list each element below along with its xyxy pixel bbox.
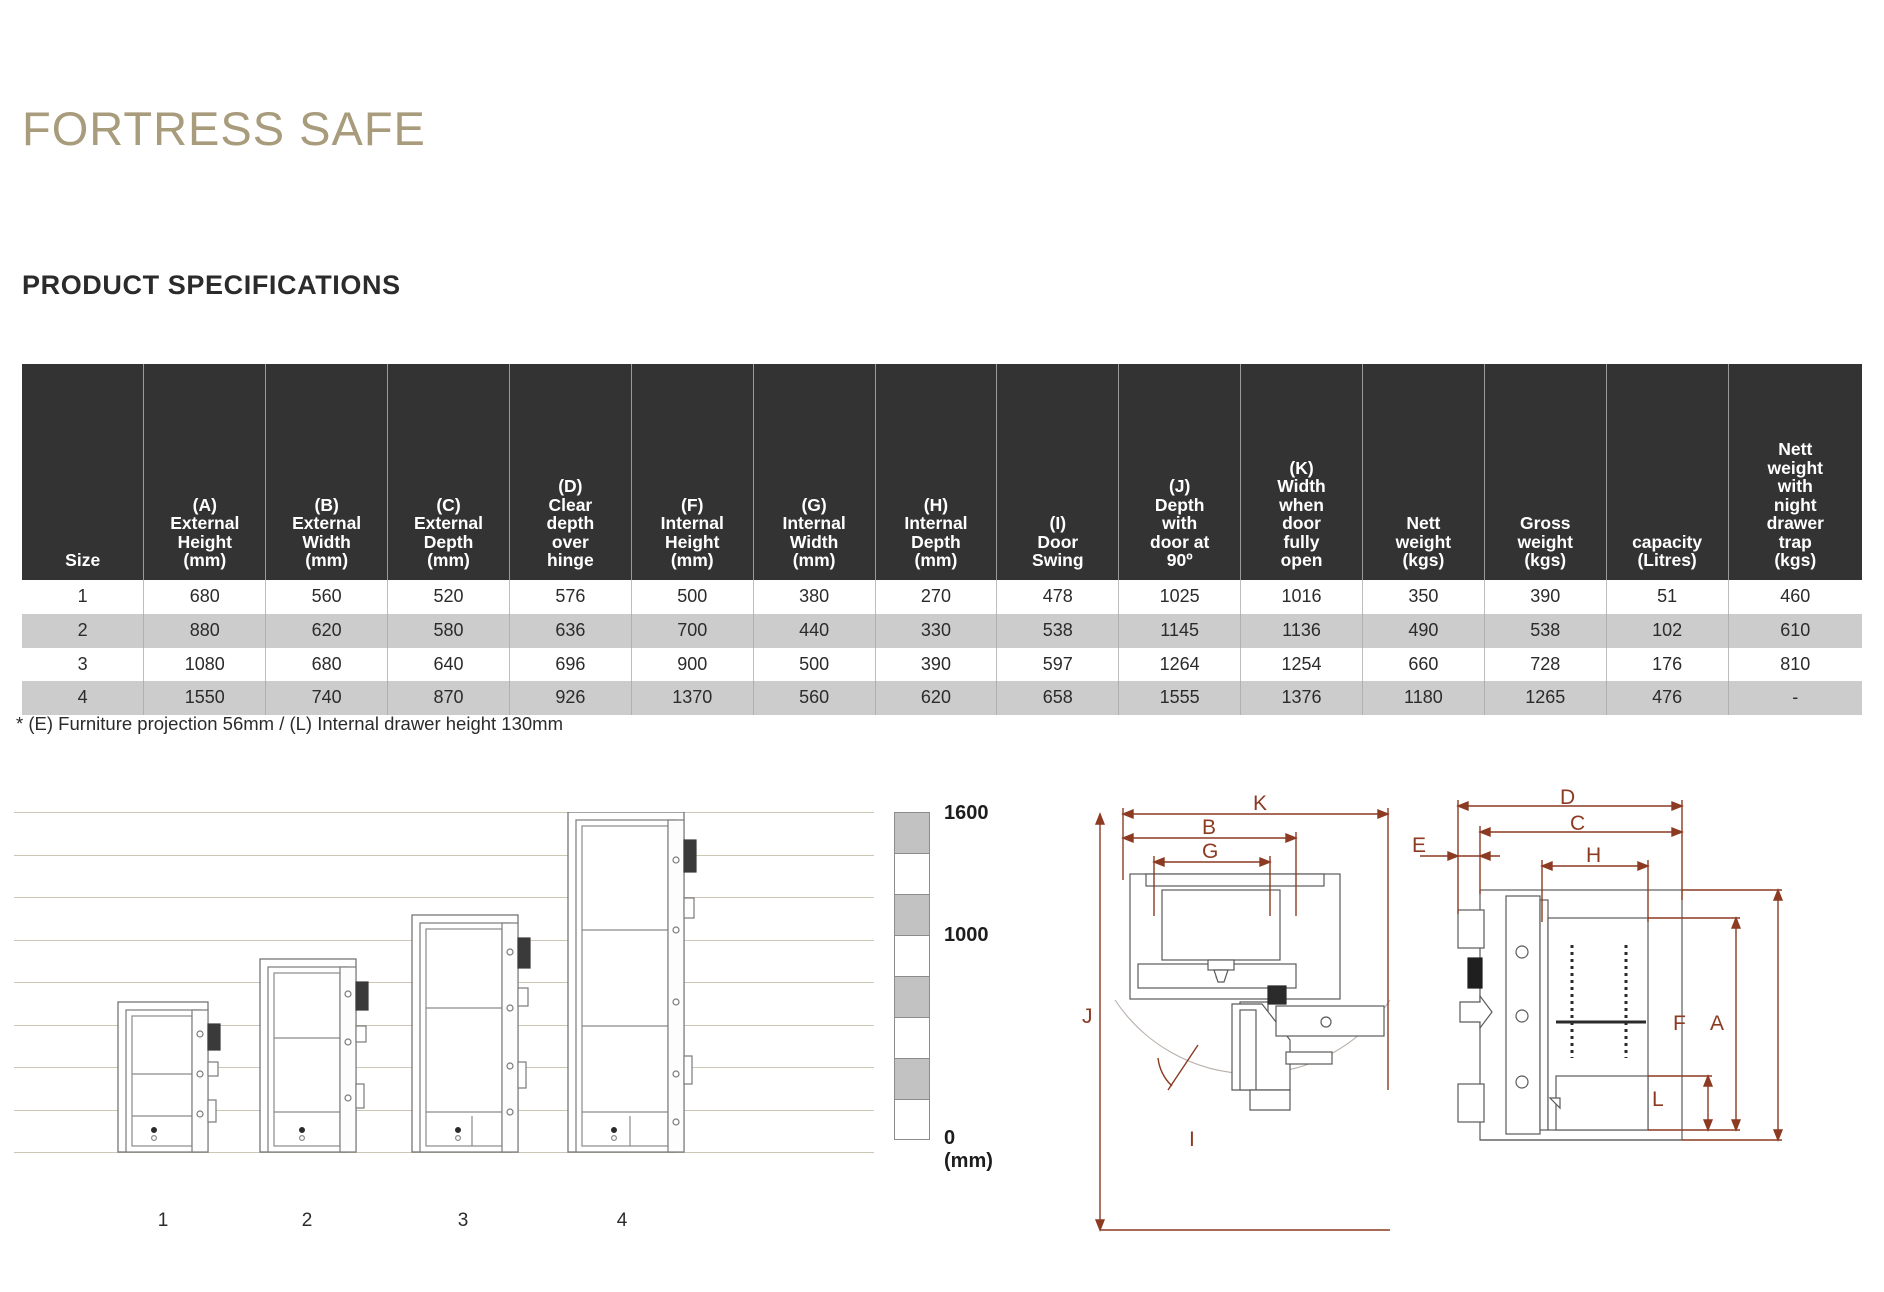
dim-label-H: H: [1586, 844, 1602, 867]
cell-value: 1555: [1119, 681, 1241, 715]
cell-value: 478: [997, 580, 1119, 614]
col-header-nett-weight: Nett weight (kgs): [1362, 364, 1484, 580]
safe-illustration-2: [260, 959, 368, 1152]
cell-value: 1145: [1119, 614, 1241, 648]
dim-label-I: I: [1189, 1128, 1195, 1151]
cell-value: 576: [509, 580, 631, 614]
scale-segment: [895, 813, 929, 854]
cell-value: 390: [1484, 580, 1606, 614]
section-title: PRODUCT SPECIFICATIONS: [22, 270, 401, 300]
cell-value: 560: [266, 580, 388, 614]
cell-value: 728: [1484, 648, 1606, 682]
cell-value: 500: [753, 648, 875, 682]
cell-value: 476: [1606, 681, 1728, 715]
cell-value: 1376: [1241, 681, 1363, 715]
size-comparison-chart: [0, 802, 993, 1252]
scale-segment: [895, 895, 929, 936]
cell-value: 538: [997, 614, 1119, 648]
dim-label-E: E: [1412, 834, 1427, 857]
cell-value: 500: [631, 580, 753, 614]
spec-table-body: [22, 580, 1862, 715]
cell-value: 520: [388, 580, 510, 614]
dim-label-F: F: [1673, 1012, 1686, 1035]
cell-value: 560: [753, 681, 875, 715]
cell-value: 880: [144, 614, 266, 648]
safe-label-3: 3: [457, 1210, 469, 1231]
cell-value: 1080: [144, 648, 266, 682]
cell-value: 740: [266, 681, 388, 715]
cell-size: 3: [22, 648, 144, 682]
cell-value: 1180: [1362, 681, 1484, 715]
col-header-width-door-fully-open: (K) Width when door fully open: [1241, 364, 1363, 580]
safe-illustrations: [14, 812, 894, 1212]
scale-segment: [895, 936, 929, 977]
col-header-nett-weight-night-drawer: Nett weight with night drawer trap (kgs): [1728, 364, 1862, 580]
cell-value: 390: [875, 648, 997, 682]
safe-label-4: 4: [616, 1210, 628, 1231]
cell-value: 1136: [1241, 614, 1363, 648]
cell-value: 620: [266, 614, 388, 648]
cell-value: 1254: [1241, 648, 1363, 682]
col-header-size: Size: [22, 364, 144, 580]
dim-label-J: J: [1082, 1005, 1093, 1028]
cell-value: 636: [509, 614, 631, 648]
height-scale-bar: [894, 812, 930, 1140]
cell-value: 350: [1362, 580, 1484, 614]
cell-value: 580: [388, 614, 510, 648]
safe-illustration-1: [118, 1002, 220, 1152]
cell-value: 660: [1362, 648, 1484, 682]
scale-label-mid: 1000: [944, 924, 989, 946]
table-row: [22, 648, 1862, 682]
col-header-door-swing: (I) Door Swing: [997, 364, 1119, 580]
safe-illustration-4: [568, 812, 696, 1152]
cell-size: 2: [22, 614, 144, 648]
cell-value: 460: [1780, 586, 1811, 606]
scale-segment: [895, 854, 929, 895]
safe-label-1: 1: [157, 1210, 169, 1231]
technical-drawings: [1082, 786, 1884, 1260]
col-header-external-depth: (C) External Depth (mm): [388, 364, 510, 580]
cell-value: 870: [388, 681, 510, 715]
cell-value: 1550: [144, 681, 266, 715]
cell-value: 658: [997, 681, 1119, 715]
scale-segment: [895, 1018, 929, 1059]
cell-value: -: [1728, 681, 1862, 715]
cell-value: 1016: [1241, 580, 1363, 614]
cell-value: 810: [1780, 653, 1811, 674]
col-header-capacity: capacity (Litres): [1606, 364, 1728, 580]
cell-value: 620: [875, 681, 997, 715]
cell-value: 1370: [631, 681, 753, 715]
col-header-internal-height: (F) Internal Height (mm): [631, 364, 753, 580]
spec-table: [22, 364, 1862, 715]
cell-value: 680: [266, 648, 388, 682]
dim-label-G: G: [1202, 840, 1219, 863]
col-header-internal-depth: (H) Internal Depth (mm): [875, 364, 997, 580]
cell-value: 610: [1728, 614, 1862, 648]
dim-label-L: L: [1652, 1088, 1664, 1111]
cell-value: 926: [509, 681, 631, 715]
cell-value: 696: [509, 648, 631, 682]
cell-value: 900: [631, 648, 753, 682]
dim-label-K: K: [1253, 792, 1268, 815]
table-footnote: * (E) Furniture projection 56mm / (L) Internal drawer height 130mm: [16, 713, 563, 734]
safe-illustration-3: [412, 915, 530, 1152]
scale-segment: [895, 1059, 929, 1100]
cell-value: 102: [1606, 614, 1728, 648]
cell-value: 1025: [1119, 580, 1241, 614]
cell-value: 51: [1606, 580, 1728, 614]
spec-table-container: [22, 364, 1862, 715]
cell-size: 1: [22, 580, 144, 614]
cell-value: 1265: [1484, 681, 1606, 715]
col-header-gross-weight: Gross weight (kgs): [1484, 364, 1606, 580]
safe-label-2: 2: [301, 1210, 313, 1231]
col-header-clear-depth-over-hinge: (D) Clear depth over hinge: [509, 364, 631, 580]
scale-label-bottom: 0 (mm): [944, 1127, 993, 1172]
scale-segment: [895, 1100, 929, 1141]
table-row: [22, 681, 1862, 715]
spec-table-head: [22, 364, 1862, 580]
col-header-external-width: (B) External Width (mm): [266, 364, 388, 580]
col-header-depth-door-90: (J) Depth with door at 90º: [1119, 364, 1241, 580]
cell-value: 176: [1606, 648, 1728, 682]
cell-value: 640: [388, 648, 510, 682]
table-row: [22, 580, 1862, 614]
cell-value: 380: [753, 580, 875, 614]
cell-size: 4: [22, 681, 144, 715]
page-title: FORTRESS SAFE: [22, 102, 426, 155]
dim-label-D: D: [1560, 786, 1576, 809]
cell-value: 680: [144, 580, 266, 614]
scale-label-top: 1600: [944, 802, 989, 824]
cell-value: 538: [1484, 614, 1606, 648]
side-section-drawing: [1420, 790, 1820, 1260]
cell-value: 330: [875, 614, 997, 648]
cell-value: 597: [997, 648, 1119, 682]
dim-label-C: C: [1570, 812, 1586, 835]
dim-label-B: B: [1202, 816, 1217, 839]
header-row: [22, 364, 1862, 580]
cell-value: 1264: [1119, 648, 1241, 682]
table-row: [22, 614, 1862, 648]
col-header-internal-width: (G) Internal Width (mm): [753, 364, 875, 580]
cell-value: 270: [875, 580, 997, 614]
scale-segment: [895, 977, 929, 1018]
col-header-external-height: (A) External Height (mm): [144, 364, 266, 580]
dim-label-A: A: [1710, 1012, 1725, 1035]
cell-value: 440: [753, 614, 875, 648]
cell-value: 490: [1362, 614, 1484, 648]
cell-value: 700: [631, 614, 753, 648]
